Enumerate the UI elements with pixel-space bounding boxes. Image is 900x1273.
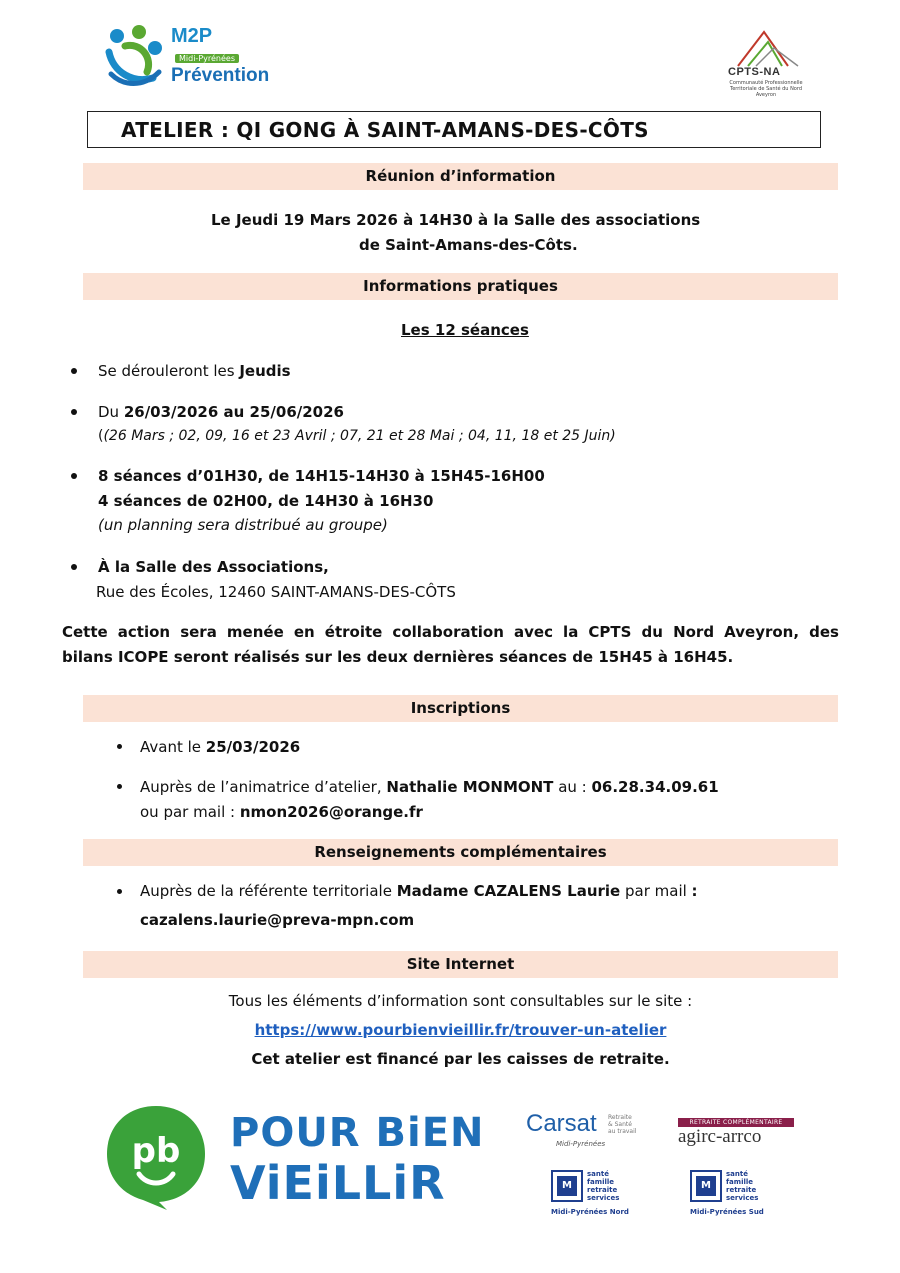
referent-text: Auprès de la référente territoriale — [140, 882, 397, 900]
title-box — [87, 111, 821, 148]
bullet-icon — [117, 784, 122, 789]
funding-note: Cet atelier est financé par les caisses de retraite. — [251, 1050, 670, 1068]
inscription-contact — [140, 776, 719, 798]
bullet-sessions-2: 4 séances de 02H00, de 14H30 à 16H30 — [98, 492, 434, 510]
bullet-address: Rue des Écoles, 12460 SAINT-AMANS-DES-CÔTS — [96, 583, 456, 601]
section-inscriptions: Inscriptions — [83, 695, 838, 722]
site-link[interactable]: https://www.pourbienvieillir.fr/trouver-un-atelier — [254, 1021, 667, 1039]
deadline-date: 25/03/2026 — [205, 738, 301, 756]
bullet-period-bold: 26/03/2026 au 25/06/2026 — [123, 403, 344, 421]
carsat-name: Carsat — [526, 1110, 597, 1137]
section-site: Site Internet — [83, 951, 838, 978]
referent-contact — [140, 880, 698, 902]
bullet-location: À la Salle des Associations, — [98, 558, 329, 576]
contact-mid: au : — [553, 778, 592, 796]
msa-word: services — [726, 1194, 759, 1202]
msa-sud-logo — [690, 1170, 780, 1218]
contact-name: Nathalie MONMONT — [386, 778, 554, 796]
carsat-tagline — [608, 1114, 636, 1135]
deadline-text: Avant le — [140, 738, 206, 756]
pbv-line-2: ViEiLLiR — [230, 1156, 446, 1210]
carsat-tagline-1: Retraite — [608, 1114, 632, 1121]
agirc-banner: RETRAITE COMPLÉMENTAIRE — [678, 1118, 794, 1127]
section-renseignements: Renseignements complémentaires — [83, 839, 838, 866]
msa-nord-logo — [551, 1170, 641, 1218]
bullet-sessions-1: 8 séances d’01H30, de 14H15-14H30 à 15H45-16H00 — [98, 467, 545, 485]
pbv-badge-text: pb — [131, 1131, 181, 1171]
contact-text: Auprès de l’animatrice d’atelier, — [140, 778, 387, 796]
bullet-jeudis-bold: Jeudis — [239, 362, 291, 380]
carsat-tagline-3: au travail — [608, 1128, 637, 1135]
m2p-title: M2P — [171, 25, 213, 47]
reunion-line-1: Le Jeudi 19 Mars 2026 à 14H30 à la Salle des associations — [211, 211, 701, 229]
reunion-line-2: de Saint-Amans-des-Côts. — [359, 236, 578, 254]
bullet-icon — [71, 409, 77, 415]
referent-name: Madame CAZALENS Laurie — [396, 882, 621, 900]
bullet-jeudis — [98, 360, 291, 382]
bullet-icon — [71, 368, 77, 374]
msa-word: santé — [587, 1170, 609, 1178]
msa-box-icon: M — [690, 1170, 722, 1202]
msa-word: santé — [726, 1170, 748, 1178]
collab-line-1: Cette action sera menée en étroite collaboration avec la CPTS du Nord Aveyron, des — [62, 623, 839, 641]
msa-nord-region: Midi-Pyrénées Nord — [551, 1208, 629, 1216]
msa-word: services — [587, 1194, 620, 1202]
bullet-icon — [71, 473, 77, 479]
bullet-icon — [117, 744, 122, 749]
agirc-name: agirc-arrco — [678, 1126, 762, 1147]
msa-words — [726, 1170, 758, 1202]
msa-sud-region: Midi-Pyrénées Sud — [690, 1208, 764, 1216]
inscription-mail — [140, 801, 423, 823]
msa-words — [587, 1170, 619, 1202]
bullet-icon — [117, 889, 122, 894]
dates-italic: (26 Mars ; 02, 09, 16 et 23 Avril ; 07, 21 et 28 Mai ; 04, 11, 18 et 25 Juin) — [103, 428, 616, 444]
mail-prefix: ou par mail : — [140, 803, 240, 821]
page-title: ATELIER : QI GONG À SAINT-AMANS-DES-CÔTS — [121, 118, 649, 142]
bullet-period-dates: ((26 Mars ; 02, 09, 16 et 23 Avril ; 07, 21 et 28 Mai ; 04, 11, 18 et 25 Juin) — [98, 428, 616, 444]
collaboration-paragraph — [62, 620, 839, 670]
carsat-tagline-2: & Santé — [608, 1121, 632, 1128]
pbv-line-1: POUR BiEN — [230, 1110, 485, 1156]
pour-bien-vieillir-wordmark — [230, 1108, 485, 1208]
referent-email[interactable]: cazalens.laurie@preva-mpn.com — [140, 911, 415, 929]
bullet-icon — [71, 564, 77, 570]
referent-colon: : — [691, 882, 698, 900]
bullet-jeudis-text: Se dérouleront les — [98, 362, 240, 380]
bullet-period — [98, 401, 344, 423]
msa-word: retraite — [587, 1186, 618, 1194]
pbv-bubble-icon — [103, 1102, 209, 1210]
contact-email[interactable]: nmon2026@orange.fr — [239, 803, 423, 821]
collab-line-2: bilans ICOPE seront réalisés sur les deux dernières séances de 15H45 à 16H45. — [62, 648, 734, 666]
bullet-period-text: Du — [98, 403, 124, 421]
msa-word: famille — [587, 1178, 615, 1186]
cpts-na-logo — [718, 28, 810, 100]
site-intro: Tous les éléments d’information sont consultables sur le site : — [228, 992, 693, 1010]
msa-word: famille — [726, 1178, 754, 1186]
msa-box-icon: M — [551, 1170, 583, 1202]
m2p-prevention-logo — [103, 22, 293, 92]
cpts-subtitle: Communauté Professionnelle Territoriale de Santé du Nord Aveyron — [729, 80, 803, 98]
inscription-deadline — [140, 736, 300, 758]
msa-word: retraite — [726, 1186, 757, 1194]
carsat-region: Midi-Pyrénées — [556, 1140, 606, 1148]
referent-post: par mail — [620, 882, 692, 900]
contact-phone[interactable]: 06.28.34.09.61 — [591, 778, 719, 796]
pour-bien-vieillir-badge — [103, 1102, 209, 1210]
agirc-arrco-logo — [678, 1118, 794, 1148]
cpts-name: CPTS-NA — [728, 66, 781, 78]
section-infos: Informations pratiques — [83, 273, 838, 300]
seances-heading: Les 12 séances — [401, 321, 529, 339]
bullet-sessions-note: (un planning sera distribué au groupe) — [98, 516, 388, 534]
m2p-figures-icon — [103, 22, 169, 90]
m2p-name: Prévention — [171, 65, 270, 86]
mountain-icon — [718, 28, 810, 68]
m2p-region: Midi-Pyrénées — [175, 54, 239, 63]
section-reunion: Réunion d’information — [83, 163, 838, 190]
carsat-logo — [526, 1112, 646, 1152]
